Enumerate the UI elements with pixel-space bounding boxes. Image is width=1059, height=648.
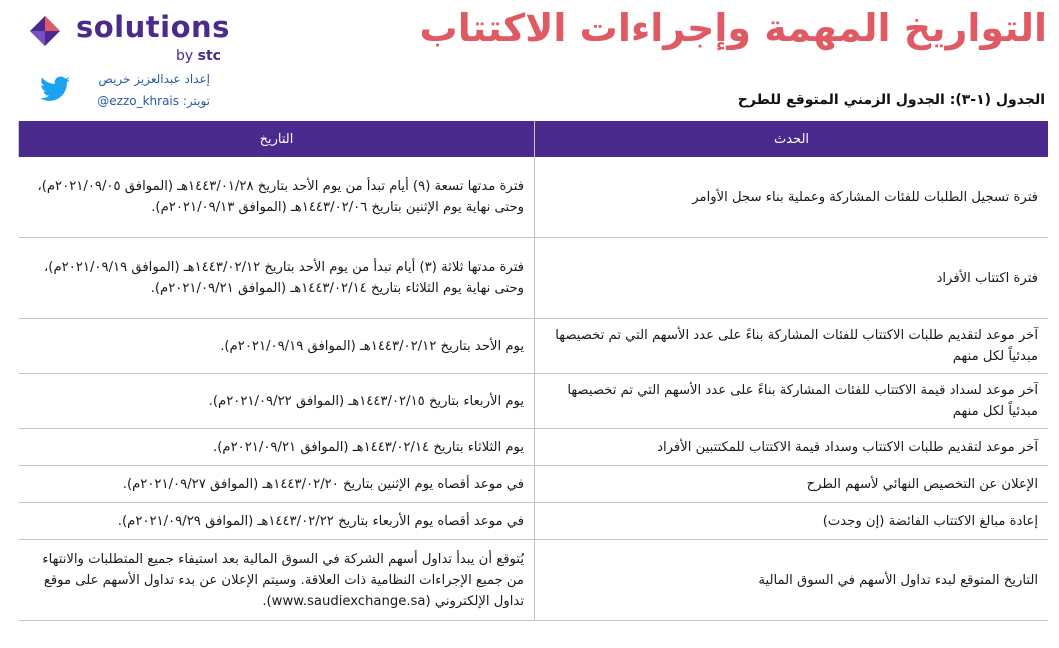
date-cell: يوم الثلاثاء بتاريخ ١٤٤٣/٠٢/١٤هـ (الموافق ٢٠٢١/٠٩/٢١م). (19, 429, 535, 466)
event-cell: التاريخ المتوقع لبدء تداول الأسهم في السوق المالية (535, 540, 1049, 621)
table-row (19, 503, 1049, 540)
table-row (19, 319, 1049, 374)
table-caption: الجدول (١-٣): الجدول الزمني المتوقع للطرح (737, 92, 1045, 108)
date-cell: يوم الأحد بتاريخ ١٤٤٣/٠٢/١٢هـ (الموافق ٢٠٢١/٠٩/١٩م). (19, 319, 535, 374)
twitter-handle: تويتر: ezzo_khrais@ (97, 94, 210, 108)
event-cell: آخر موعد لتقديم طلبات الاكتتاب وسداد قيمة الاكتتاب للمكتتبين الأفراد (535, 429, 1049, 466)
event-cell: فترة اكتتاب الأفراد (535, 238, 1049, 319)
author-credit (40, 72, 210, 114)
date-cell: فترة مدتها تسعة (٩) أيام تبدأ من يوم الأحد بتاريخ ١٤٤٣/٠١/٢٨هـ (الموافق ٢٠٢١/٠٩/٠٥م)، وحتى نهاية يوم الإثنين بتاريخ ١٤٤٣/٠٢/٠٦هـ (الموافق ٢٠٢١/٠٩/١٣م). (19, 157, 535, 238)
date-cell: في موعد أقصاه يوم الإثنين بتاريخ ١٤٤٣/٠٢/٢٠هـ (الموافق ٢٠٢١/٠٩/٢٧م). (19, 466, 535, 503)
event-cell: إعادة مبالغ الاكتتاب الفائضة (إن وجدت) (535, 503, 1049, 540)
stc-solutions-logo (26, 8, 236, 70)
logo-by-text: by stc (176, 48, 221, 64)
event-cell: آخر موعد لتقديم طلبات الاكتتاب للفئات المشاركة بناءً على عدد الأسهم التي تم تخصيصها مبدئياً لكل منهم (535, 319, 1049, 374)
table-row (19, 238, 1049, 319)
table-row (19, 540, 1049, 621)
logo-brand-text: solutions (76, 10, 230, 44)
stc-diamond-logo-icon (30, 16, 60, 46)
author-name: إعداد عبدالعزيز خريص (98, 72, 210, 86)
event-cell: فترة تسجيل الطلبات للفئات المشاركة وعملية بناء سجل الأوامر (535, 157, 1049, 238)
table-row (19, 466, 1049, 503)
table-header-row (19, 121, 1049, 157)
table-row (19, 157, 1049, 238)
event-cell: آخر موعد لسداد قيمة الاكتتاب للفئات المشاركة بناءً على عدد الأسهم التي تم تخصيصها مبدئياً لكل منهم (535, 374, 1049, 429)
twitter-bird-icon (40, 76, 70, 102)
page-title: التواريخ المهمة وإجراءات الاكتتاب (419, 6, 1047, 50)
date-cell: يوم الأربعاء بتاريخ ١٤٤٣/٠٢/١٥هـ (الموافق ٢٠٢١/٠٩/٢٢م). (19, 374, 535, 429)
header-event: الحدث (535, 121, 1049, 157)
offering-schedule-table (18, 121, 1048, 621)
date-cell: يُتوقع أن يبدأ تداول أسهم الشركة في السوق المالية بعد استيفاء جميع المتطلبات والانتهاء من جميع الإجراءات النظامية ذات العلاقة. وسيتم الإعلان عن بدء تداول الأسهم على موقع تداول الإلكتروني (www.saudiexchange.sa). (19, 540, 535, 621)
date-cell: فترة مدتها ثلاثة (٣) أيام تبدأ من يوم الأحد بتاريخ ١٤٤٣/٠٢/١٢هـ (الموافق ٢٠٢١/٠٩/١٩م)، وحتى نهاية يوم الثلاثاء بتاريخ ١٤٤٣/٠٢/١٤هـ (الموافق ٢٠٢١/٠٩/٢١م). (19, 238, 535, 319)
header-date: التاريخ (19, 121, 535, 157)
date-cell: في موعد أقصاه يوم الأربعاء بتاريخ ١٤٤٣/٠٢/٢٢هـ (الموافق ٢٠٢١/٠٩/٢٩م). (19, 503, 535, 540)
table-row (19, 374, 1049, 429)
table-row (19, 429, 1049, 466)
event-cell: الإعلان عن التخصيص النهائي لأسهم الطرح (535, 466, 1049, 503)
